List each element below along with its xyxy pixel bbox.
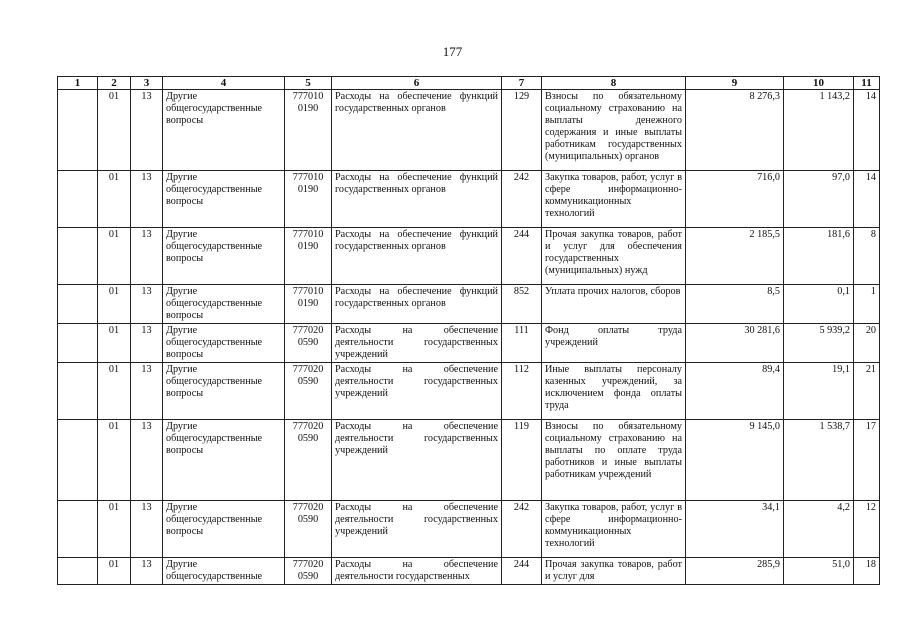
cell-expense-type: 244: [502, 558, 542, 585]
column-header: 8: [542, 77, 686, 90]
page-number: 177: [442, 44, 463, 59]
column-header: 3: [131, 77, 163, 90]
column-header: 1: [58, 77, 98, 90]
cell-percent: 8: [854, 228, 880, 285]
cell-section: 01: [98, 558, 131, 585]
cell-subsection-name: Другие общегосударственные вопросы: [163, 90, 285, 171]
cell-expense-type: 129: [502, 90, 542, 171]
table-row: [58, 501, 880, 558]
cell-expense-name: Иные выплаты персоналу казенных учреждений, за исключением фонда оплаты труда: [542, 363, 686, 420]
column-header: 10: [784, 77, 854, 90]
cell-article-name: Расходы на обеспечение деятельности государственных учреждений: [332, 420, 502, 501]
cell-expense-type: 111: [502, 324, 542, 363]
cell-article-name: Расходы на обеспечение деятельности государственных учреждений: [332, 363, 502, 420]
cell-section: 01: [98, 285, 131, 324]
cell-subsection: 13: [131, 171, 163, 228]
cell-expense-name: Закупка товаров, работ, услуг в сфере информационно-коммуникационных технологий: [542, 501, 686, 558]
cell-subsection: 13: [131, 501, 163, 558]
cell-expense-name: Прочая закупка товаров, работ и услуг для обеспечения государственных (муниципальных) нужд: [542, 228, 686, 285]
cell-target-article: 777020 0590: [285, 363, 332, 420]
cell-expense-type: 242: [502, 501, 542, 558]
cell-col1: [58, 420, 98, 501]
cell-executed-amount: 0,1: [784, 285, 854, 324]
table-header-row: [58, 77, 880, 90]
column-header: 11: [854, 77, 880, 90]
cell-expense-type: 242: [502, 171, 542, 228]
cell-article-name: Расходы на обеспечение функций государственных органов: [332, 171, 502, 228]
cell-expense-type: 244: [502, 228, 542, 285]
cell-subsection-name: Другие общегосударственные: [163, 558, 285, 585]
cell-expense-name: Фонд оплаты труда учреждений: [542, 324, 686, 363]
cell-expense-name: Взносы по обязательному социальному страхованию на выплаты денежного содержания и иные выплаты работникам государственных (муниципальных) органов: [542, 90, 686, 171]
cell-subsection-name: Другие общегосударственные вопросы: [163, 171, 285, 228]
cell-expense-type: 112: [502, 363, 542, 420]
table-row: [58, 228, 880, 285]
cell-executed-amount: 5 939,2: [784, 324, 854, 363]
table-row: [58, 420, 880, 501]
cell-executed-amount: 51,0: [784, 558, 854, 585]
table-row: [58, 285, 880, 324]
cell-executed-amount: 181,6: [784, 228, 854, 285]
cell-planned-amount: 30 281,6: [686, 324, 784, 363]
cell-section: 01: [98, 228, 131, 285]
cell-subsection: 13: [131, 558, 163, 585]
cell-subsection: 13: [131, 90, 163, 171]
table-row: [58, 558, 880, 585]
cell-target-article: 777020 0590: [285, 501, 332, 558]
cell-section: 01: [98, 363, 131, 420]
cell-section: 01: [98, 501, 131, 558]
cell-article-name: Расходы на обеспечение функций государственных органов: [332, 90, 502, 171]
cell-planned-amount: 8 276,3: [686, 90, 784, 171]
table-row: [58, 324, 880, 363]
cell-subsection: 13: [131, 324, 163, 363]
budget-table: [57, 76, 880, 585]
cell-planned-amount: 285,9: [686, 558, 784, 585]
cell-percent: 14: [854, 171, 880, 228]
cell-expense-type: 119: [502, 420, 542, 501]
cell-subsection-name: Другие общегосударственные вопросы: [163, 285, 285, 324]
cell-col1: [58, 285, 98, 324]
column-header: 6: [332, 77, 502, 90]
cell-subsection: 13: [131, 285, 163, 324]
cell-subsection: 13: [131, 363, 163, 420]
column-header: 5: [285, 77, 332, 90]
cell-percent: 18: [854, 558, 880, 585]
cell-article-name: Расходы на обеспечение деятельности государственных: [332, 558, 502, 585]
cell-section: 01: [98, 90, 131, 171]
cell-target-article: 777010 0190: [285, 171, 332, 228]
cell-subsection: 13: [131, 228, 163, 285]
cell-target-article: 777020 0590: [285, 324, 332, 363]
table-row: [58, 90, 880, 171]
cell-section: 01: [98, 171, 131, 228]
column-header: 7: [502, 77, 542, 90]
cell-col1: [58, 363, 98, 420]
cell-expense-name: Уплата прочих налогов, сборов: [542, 285, 686, 324]
cell-target-article: 777010 0190: [285, 228, 332, 285]
cell-col1: [58, 324, 98, 363]
cell-col1: [58, 501, 98, 558]
cell-planned-amount: 9 145,0: [686, 420, 784, 501]
cell-target-article: 777020 0590: [285, 558, 332, 585]
cell-article-name: Расходы на обеспечение деятельности государственных учреждений: [332, 501, 502, 558]
cell-subsection: 13: [131, 420, 163, 501]
table-row: [58, 363, 880, 420]
column-header: 9: [686, 77, 784, 90]
cell-col1: [58, 171, 98, 228]
cell-subsection-name: Другие общегосударственные вопросы: [163, 324, 285, 363]
cell-target-article: 777010 0190: [285, 90, 332, 171]
cell-target-article: 777020 0590: [285, 420, 332, 501]
cell-expense-name: Взносы по обязательному социальному страхованию на выплаты по оплате труда работников и иные выплаты работникам учреждений: [542, 420, 686, 501]
cell-percent: 20: [854, 324, 880, 363]
cell-percent: 17: [854, 420, 880, 501]
cell-percent: 21: [854, 363, 880, 420]
cell-expense-name: Закупка товаров, работ, услуг в сфере информационно-коммуникационных технологий: [542, 171, 686, 228]
cell-planned-amount: 2 185,5: [686, 228, 784, 285]
cell-executed-amount: 19,1: [784, 363, 854, 420]
cell-planned-amount: 8,5: [686, 285, 784, 324]
cell-percent: 1: [854, 285, 880, 324]
cell-executed-amount: 97,0: [784, 171, 854, 228]
cell-percent: 12: [854, 501, 880, 558]
cell-article-name: Расходы на обеспечение деятельности государственных учреждений: [332, 324, 502, 363]
cell-col1: [58, 90, 98, 171]
cell-executed-amount: 4,2: [784, 501, 854, 558]
cell-target-article: 777010 0190: [285, 285, 332, 324]
cell-executed-amount: 1 538,7: [784, 420, 854, 501]
cell-subsection-name: Другие общегосударственные вопросы: [163, 420, 285, 501]
cell-article-name: Расходы на обеспечение функций государственных органов: [332, 285, 502, 324]
cell-subsection-name: Другие общегосударственные вопросы: [163, 501, 285, 558]
cell-section: 01: [98, 324, 131, 363]
cell-article-name: Расходы на обеспечение функций государственных органов: [332, 228, 502, 285]
cell-subsection-name: Другие общегосударственные вопросы: [163, 363, 285, 420]
cell-percent: 14: [854, 90, 880, 171]
cell-section: 01: [98, 420, 131, 501]
cell-subsection-name: Другие общегосударственные вопросы: [163, 228, 285, 285]
cell-col1: [58, 228, 98, 285]
cell-executed-amount: 1 143,2: [784, 90, 854, 171]
cell-planned-amount: 34,1: [686, 501, 784, 558]
cell-expense-name: Прочая закупка товаров, работ и услуг для: [542, 558, 686, 585]
column-header: 4: [163, 77, 285, 90]
cell-col1: [58, 558, 98, 585]
table-row: [58, 171, 880, 228]
cell-planned-amount: 716,0: [686, 171, 784, 228]
cell-expense-type: 852: [502, 285, 542, 324]
column-header: 2: [98, 77, 131, 90]
cell-planned-amount: 89,4: [686, 363, 784, 420]
